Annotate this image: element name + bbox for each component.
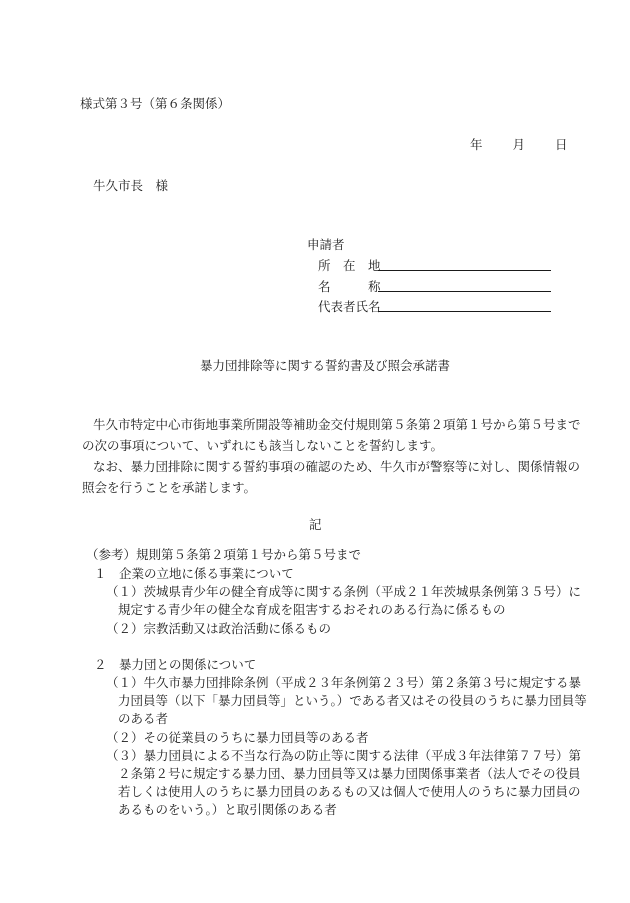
section2-item1-line1: （１）牛久市暴力団排除条例（平成２３年条例第２３号）第２条第３号に規定する暴 (106, 675, 582, 690)
name-field[interactable] (378, 277, 551, 292)
date-day: 日 (554, 137, 568, 152)
section1-heading: １ 企業の立地に係る事業について (94, 566, 294, 581)
reference-heading: （参考）規則第５条第２項第１号から第５号まで (86, 547, 362, 562)
representative-label: 代表者氏名 (318, 299, 381, 314)
section2-item3-line3: 若しくは使用人のうちに暴力団員のあるもの又は個人で使用人のうちに暴力団員の (118, 784, 581, 799)
section2-item1-line3: のある者 (118, 711, 169, 726)
document-title: 暴力団排除等に関する誓約書及び照会承諾書 (200, 358, 451, 373)
section2-item2: （２）その従業員のうちに暴力団員等のある者 (106, 730, 369, 745)
paragraph2-line1: なお、暴力団排除に関する誓約事項の確認のため、牛久市が警察等に対し、関係情報の (93, 459, 581, 474)
section1-item1-line2: 規定する青少年の健全な育成を阻害するおそれのある行為に係るもの (118, 602, 506, 617)
applicant-heading: 申請者 (307, 237, 345, 252)
section2-item3-line1: （３）暴力団員による不当な行為の防止等に関する法律（平成３年法律第７７号）第 (106, 748, 582, 763)
name-label: 名 称 (318, 279, 381, 294)
date-line (470, 136, 567, 154)
paragraph2-line2: 照会を行うことを承諾します。 (82, 480, 257, 495)
section1-item2: （２）宗教活動又は政治活動に係るもの (106, 621, 332, 636)
addressee: 牛久市長 様 (93, 178, 169, 193)
section2-item3-line4: あるものをいう。）と取引関係のある者 (118, 802, 337, 817)
paragraph1-line1: 牛久市特定中心市街地事業所開設等補助金交付規則第５条第２項第１号から第５号まで (93, 417, 581, 432)
section2-heading: ２ 暴力団との関係について (94, 657, 257, 672)
section1-item1-line1: （１）茨城県青少年の健全育成等に関する条例（平成２１年茨城県条例第３５号）に (106, 584, 582, 599)
address-label: 所 在 地 (318, 258, 381, 273)
representative-field[interactable] (378, 297, 551, 312)
date-month: 月 (512, 137, 525, 152)
address-field[interactable] (378, 256, 551, 271)
paragraph1-line2: の次の事項について、いずれにも該当しないことを誓約します。 (82, 438, 444, 453)
form-number: 様式第３号（第６条関係） (80, 96, 231, 111)
date-year: 年 (470, 137, 483, 152)
ki-heading: 記 (309, 517, 322, 532)
section2-item1-line2: 力団員等（以下「暴力団員等」という。）である者又はその役員のうちに暴力団員等 (118, 693, 587, 708)
section2-item3-line2: ２条第２号に規定する暴力団、暴力団員等又は暴力団関係事業者（法人でその役員 (118, 766, 581, 781)
